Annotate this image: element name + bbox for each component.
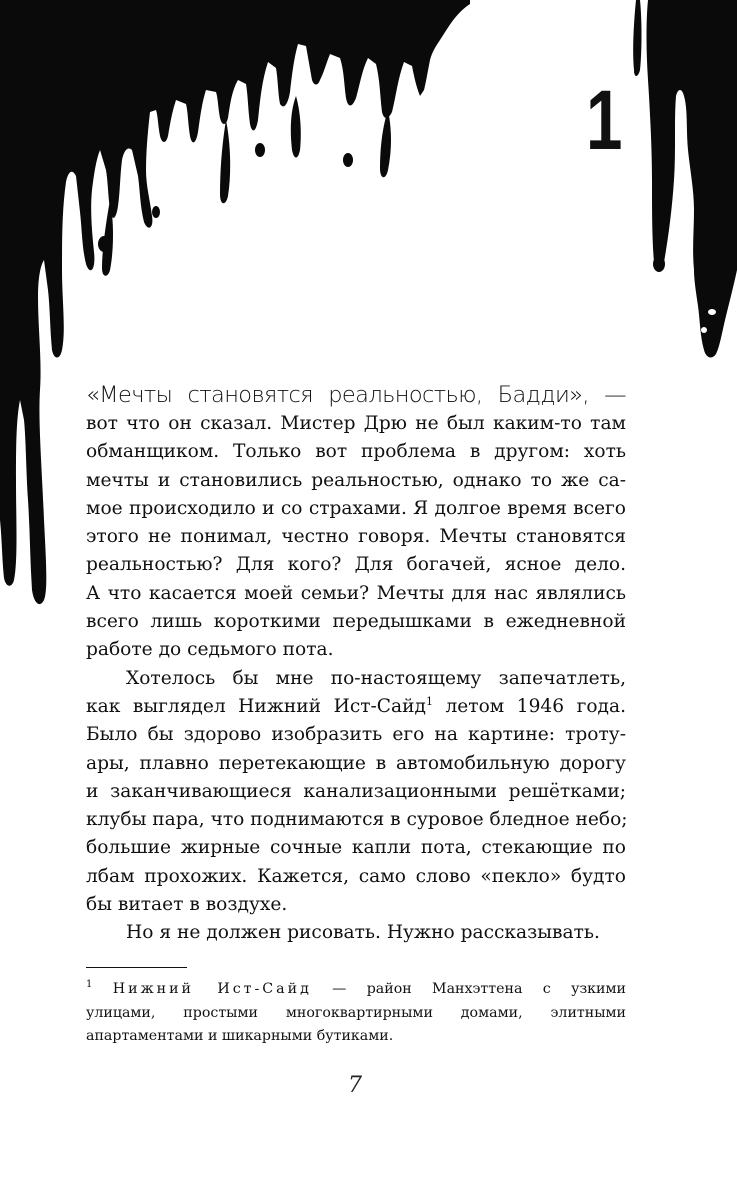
ink-drop [653,256,665,272]
footnote-marker: 1 [86,979,93,990]
ink-drop [255,143,265,157]
text-line: клубы пара, что поднимаются в суровое бледное небо; [86,809,628,831]
text-line: мое происходило и со страхами. Я долгое время всего [86,497,626,519]
text-line: бы витает в воздухе. [86,894,288,916]
text-line: и заканчивающиеся канализационными решётками; [86,780,626,802]
ink-drip-thin [633,0,641,76]
ink-drip-thin [380,110,391,177]
text-line: всего лишь короткими передышками в ежедневной [86,611,626,633]
text-line: лбам прохожих. Кажется, само слово «пекло» будто [86,865,626,887]
text-line: мечты и становились реальностью, однако то же са- [86,469,626,491]
text-line: обманщиком. Только вот проблема в другом: хоть [86,441,626,463]
ink-drop [152,206,160,218]
body-text [86,380,626,948]
ink-drip-thin [220,120,230,203]
footnote-divider [86,967,187,968]
text-line: этого не понимал, честно говоря. Мечты становятся [86,526,626,548]
text-line: работе до седьмого пота. [86,639,334,661]
ink-drop [701,327,707,333]
ink-drop [343,153,353,167]
text-line: большие жирные сочные капли пота, стекающие по [86,837,626,859]
ink-drip-right [647,0,737,357]
text-line: вот что он сказал. Мистер Дрю не был каким-то там [86,413,626,434]
ink-drop [708,309,716,315]
footnote-reference: 1 [425,694,433,708]
text-line: Было бы здорово изобразить его на картине: троту- [86,724,626,746]
text-line: ары, плавно перетекающие в автомобильную дорогу [86,752,626,774]
text-line [86,693,626,721]
text-line: Но я не должен рисовать. Нужно рассказывать. [126,922,600,944]
text-fragment: как выглядел Нижний Ист-Сайд [86,695,426,717]
text-line: реальностью? Для кого? Для богачей, ясное дело. [86,554,626,576]
text-fragment: летом 1946 года. [445,695,626,717]
text-line: Хотелось бы мне по-настоящему запечатлеть, [126,667,626,689]
page-number: 7 [348,1073,362,1098]
text-line: А что касается моей семьи? Мечты для нас являлись [86,582,626,604]
footnote [86,978,626,1049]
footnote-line [86,978,626,1002]
chapter-number: 1 [586,73,623,167]
ink-drip-thin [291,96,301,158]
footnote-line: апартаментами и шикарными бутиками. [86,1028,394,1044]
footnote-line: улицами, простыми многоквартирными домами, элитными [86,1004,626,1021]
text-line: «Мечты становятся реальностью, Бадди», — [86,382,626,408]
footnote-term: Нижний Ист-Сайд [112,981,312,997]
footnote-text: — район Манхэттена с узкими [311,981,626,997]
